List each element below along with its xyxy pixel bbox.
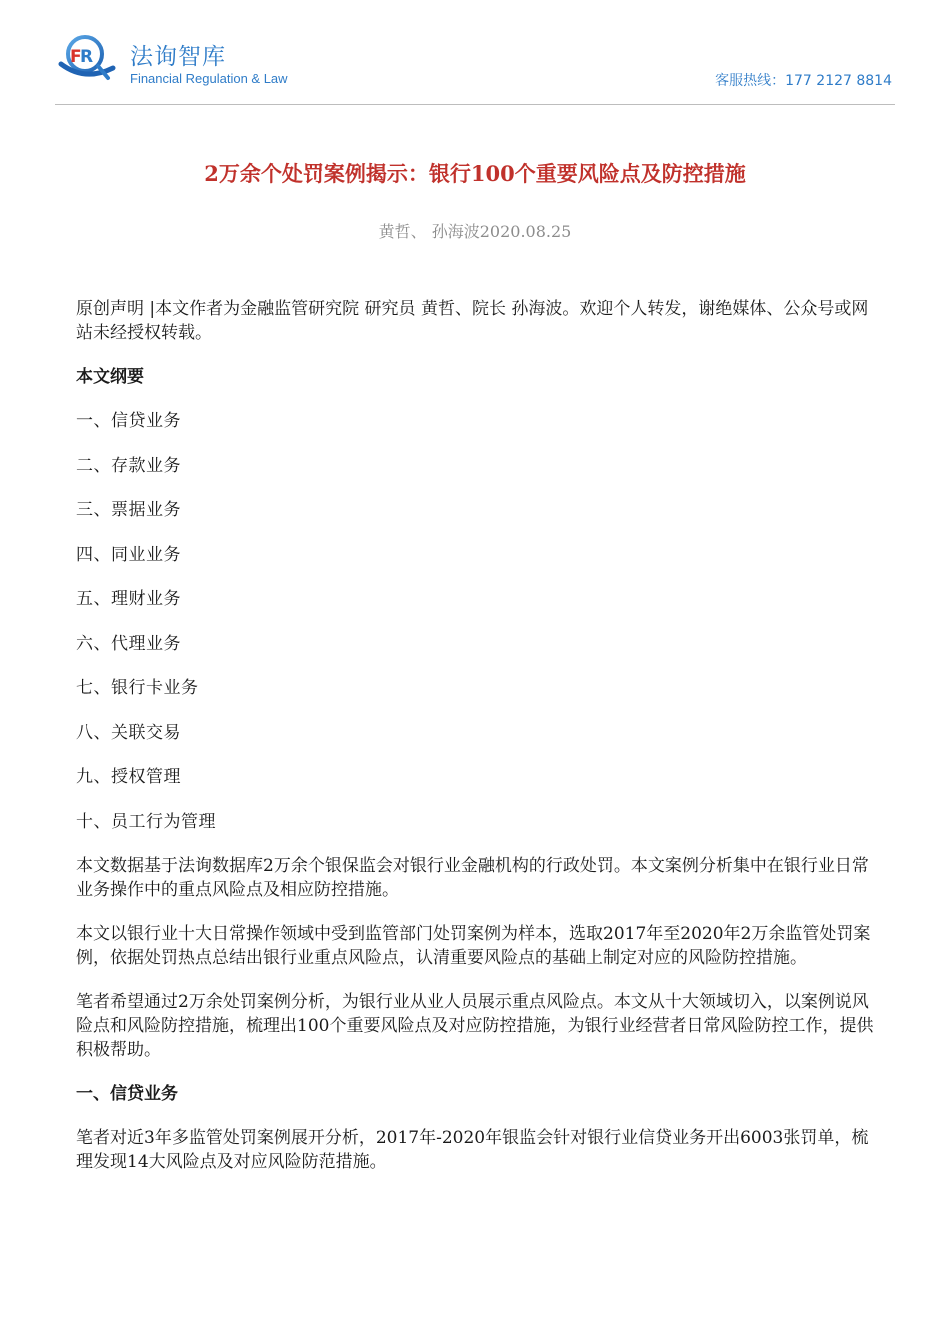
brand-name-cn: 法询智库 xyxy=(130,44,226,70)
outline-item: 十、员工行为管理 xyxy=(76,811,216,832)
article-byline: 黄哲、 孙海波2020.08.25 xyxy=(378,222,572,241)
intro-paragraph: 本文数据基于法询数据库2万余个银保监会对银行业金融机构的行政处罚。本文案例分析集中在银行业日常业务操作中的重点风险点及相应防控措施。 xyxy=(76,856,869,900)
header-divider xyxy=(55,104,895,105)
outline-item: 二、存款业务 xyxy=(76,455,181,476)
intro-paragraph: 笔者希望通过2万余处罚案例分析，为银行业从业人员展示重点风险点。本文从十大领域切入，以案例说风险点和风险防控措施，梳理出100个重要风险点及对应防控措施，为银行业经营者日常风险防控工作，提供积极帮助。 xyxy=(76,992,874,1060)
outline-item: 三、票据业务 xyxy=(76,500,181,520)
customer-hotline: 客服热线：177 2127 8814 xyxy=(715,73,892,89)
outline-item: 九、授权管理 xyxy=(76,767,181,787)
intro-paragraph: 本文以银行业十大日常操作领域中受到监管部门处罚案例为样本，选取2017年至2020年2万余监管处罚案例，依据处罚热点总结出银行业重点风险点，认清重要风险点的基础上制定对应的风险防控措施。 xyxy=(76,924,871,968)
outline-item: 六、代理业务 xyxy=(76,633,181,654)
outline-list xyxy=(76,409,876,834)
page-header xyxy=(0,0,950,106)
article-body xyxy=(76,297,876,1194)
copyright-declaration: 原创声明 |本文作者为金融监管研究院 研究员 黄哲、院长 孙海波。欢迎个人转发，谢绝媒体、公众号或网站未经授权转载。 xyxy=(76,299,869,343)
outline-item: 一、信贷业务 xyxy=(76,411,181,431)
outline-item: 八、关联交易 xyxy=(76,722,181,743)
article-title: 2万余个处罚案例揭示：银行100个重要风险点及防控措施 xyxy=(204,161,746,186)
svg-text:F: F xyxy=(70,47,82,67)
outline-item: 五、理财业务 xyxy=(76,589,181,609)
section-heading: 一、信贷业务 xyxy=(76,1084,178,1104)
outline-heading: 本文纲要 xyxy=(76,367,144,387)
svg-text:R: R xyxy=(80,47,94,67)
section-paragraph: 笔者对近3年多监管处罚案例展开分析，2017年-2020年银监会针对银行业信贷业务开出6003张罚单，梳理发现14大风险点及对应风险防范措施。 xyxy=(76,1128,869,1172)
outline-item: 七、银行卡业务 xyxy=(76,678,199,698)
outline-item: 四、同业业务 xyxy=(76,544,181,565)
logo-magnifier-icon xyxy=(58,34,116,88)
brand-name-en: Financial Regulation & Law xyxy=(130,71,288,86)
